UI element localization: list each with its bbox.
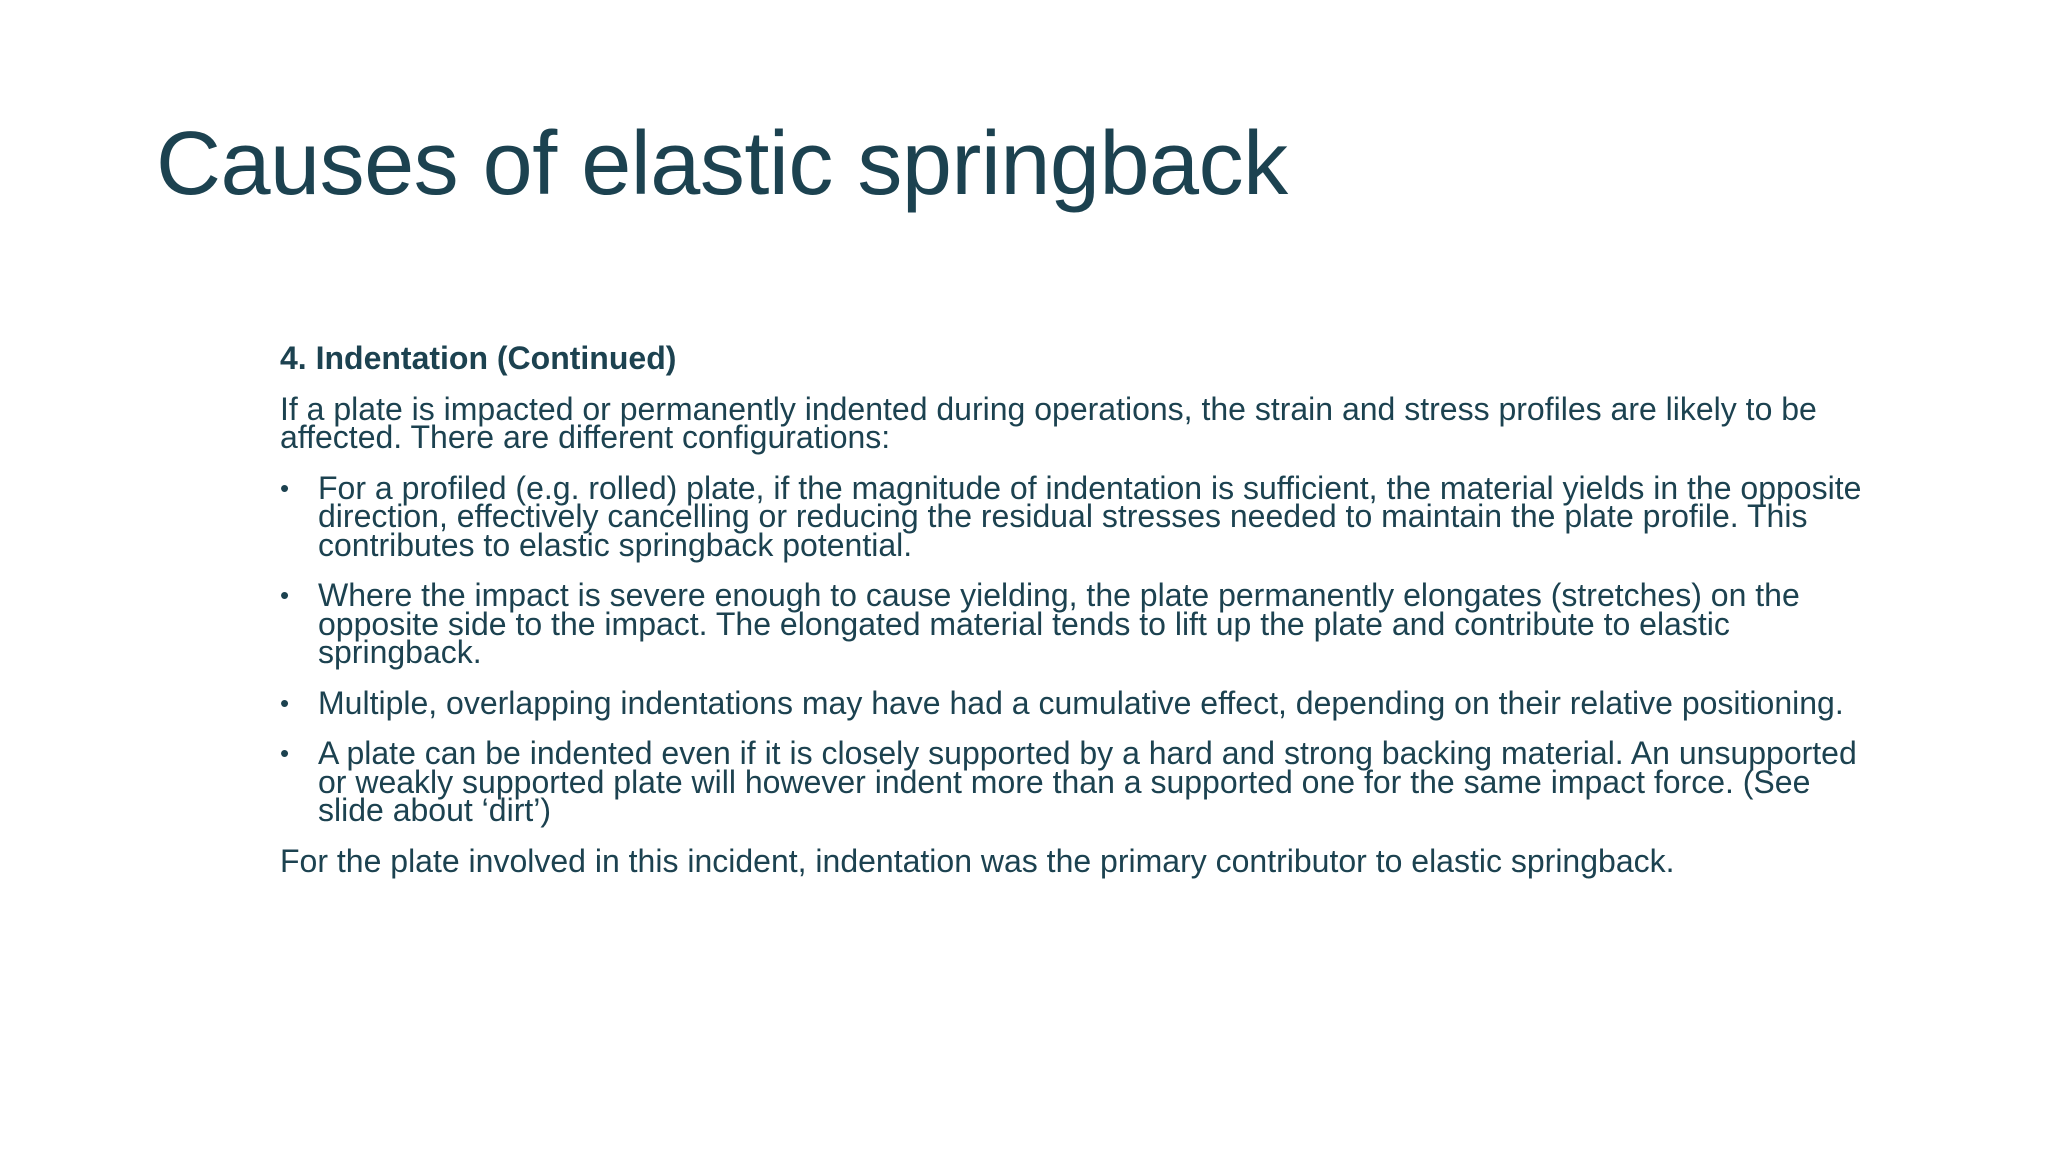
bullet-item — [280, 577, 1880, 670]
slide-title: Causes of elastic springback — [156, 114, 1288, 214]
slide-content — [280, 340, 1880, 879]
bullet-icon: • — [280, 472, 290, 503]
bullet-item — [280, 684, 1880, 721]
bullet-icon: • — [280, 687, 290, 718]
section-heading: 4. Indentation (Continued) — [280, 340, 677, 376]
bullet-icon: • — [280, 738, 290, 768]
bullet-icon: • — [280, 580, 290, 610]
bullet-item — [280, 469, 1880, 563]
bullet-item — [280, 735, 1880, 828]
bullet-list — [280, 469, 1880, 828]
intro-paragraph: If a plate is impacted or permanently indented during operations, the strain and stress profiles are likely to be affected. There are different configurations: — [280, 390, 1817, 455]
bullet-text: A plate can be indented even if it is closely supported by a hard and strong backing material. An unsupported or weakly supported plate will however indent more than a supported one for the same impact force. (See slide about ‘dirt’) — [318, 735, 1857, 828]
bullet-text: For a profiled (e.g. rolled) plate, if the magnitude of indentation is sufficient, the material yields in the opposite direction, effectively cancelling or reducing the residual stresses needed to maintain the plate profile. This contributes to elastic springback potential. — [318, 469, 1862, 563]
bullet-text: Multiple, overlapping indentations may have had a cumulative effect, depending on their relative positioning. — [318, 684, 1844, 721]
bullet-text: Where the impact is severe enough to cause yielding, the plate permanently elongates (stretches) on the opposite side to the impact. The elongated material tends to lift up the plate and contribute to elastic springback. — [318, 577, 1800, 670]
conclusion-paragraph: For the plate involved in this incident, indentation was the primary contributor to elastic springback. — [280, 842, 1675, 879]
